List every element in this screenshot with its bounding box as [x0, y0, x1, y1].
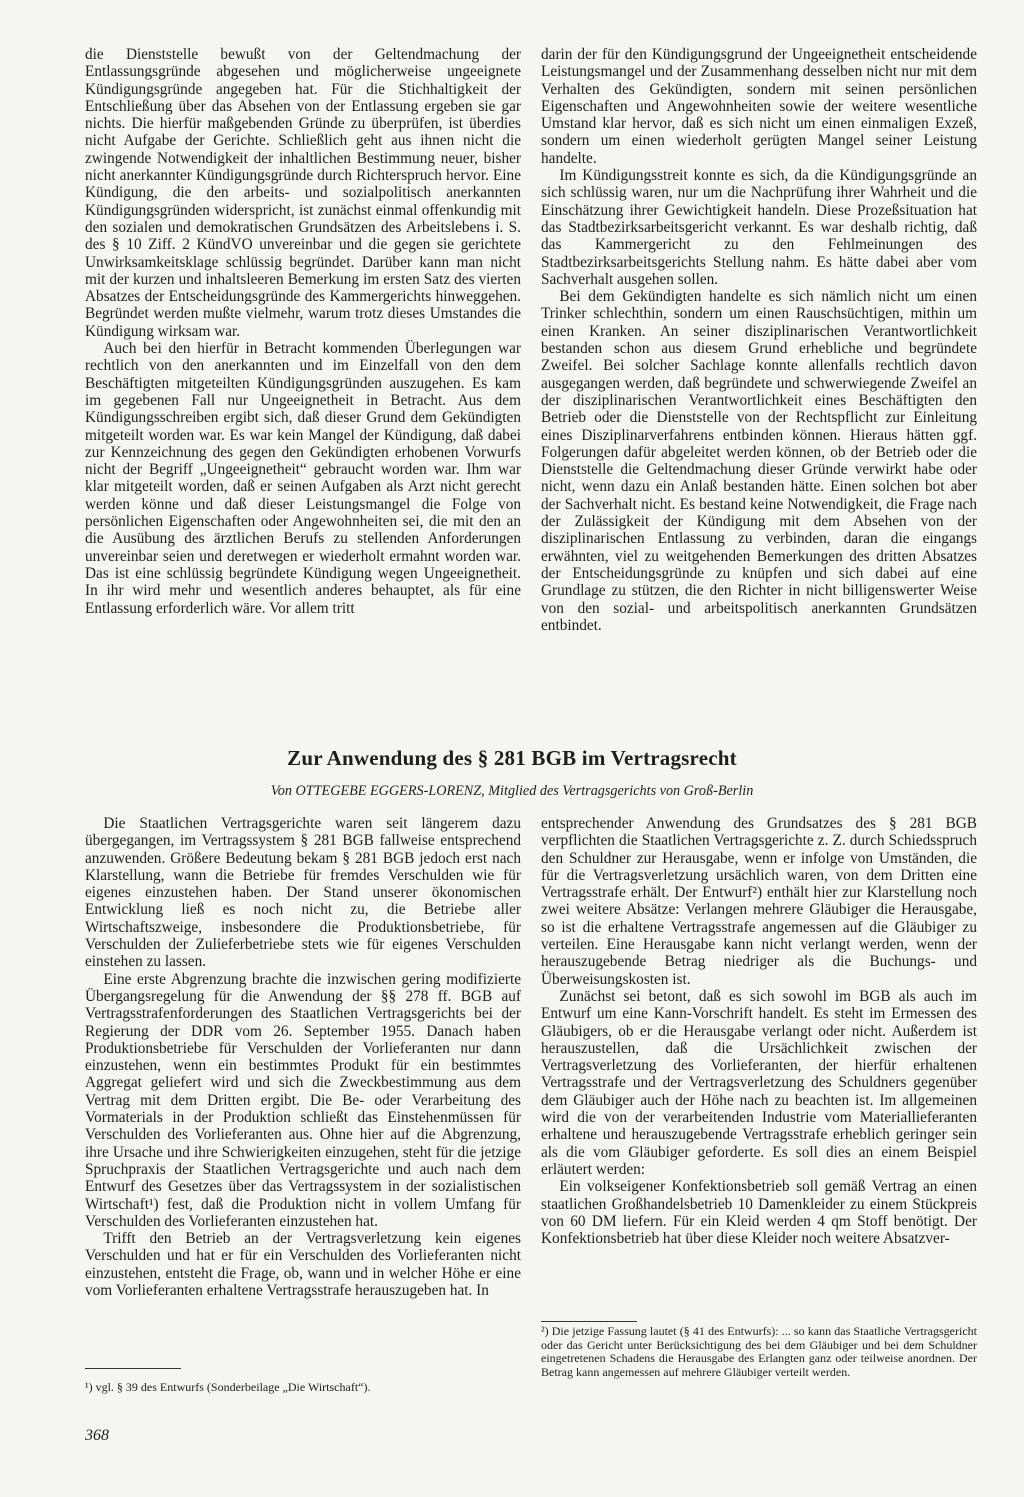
- paragraph: entsprechender Anwendung des Grundsatzes des § 281 BGB verpflichten die Staatlichen Vertragsgerichte z. Z. durch Schiedsspruch den Schuldner zur Herausgabe, wenn er infolge von Umständen, die für die Vertragsverletzung ursächlich waren, von dem Dritten eine Vertragsstrafe erhält. Der Entwurf²) enthält hier zur Klarstellung noch zwei weitere Absätze: Verlangen mehrere Gläubiger die Herausgabe, so ist die erhaltene Vertragsstrafe angemessen auf die Gläubiger zu verteilen. Eine Herausgabe kann nicht verlangt werden, wenn der herauszugebende Betrag niedriger als die Buchungs- und Überweisungskosten ist.: [541, 815, 977, 988]
- paragraph: Eine erste Abgrenzung brachte die inzwischen gering modifizierte Übergangsregelung für die Anwendung der §§ 278 ff. BGB auf Vertragsstrafenforderungen des Staatlichen Vertragsgerichts bei der Regierung der DDR vom 26. September 1955. Danach haben Produktionsbetriebe für Verschulden der Vorlieferanten nur dann einzustehen, wenn ein bestimmtes Produkt für ein bestimmtes Aggregat geliefert wird und sich die Zweckbestimmung aus dem Vertrag mit dem Dritten ergibt. Die Be- oder Verarbeitung des Vormaterials in der Produktion schließt das Einstehenmüssen für Verschulden des Vorlieferanten aus. Ohne hier auf die Abgrenzung, ihre Ursache und ihre Schwierigkeiten einzugehen, steht für die jetzige Spruchpraxis der Staatlichen Vertragsgerichte und auch nach dem Entwurf des Gesetzes über das Vertragssystem in der sozialistischen Wirtschaft¹) fest, daß die Produktion nicht in vollem Umfang für Verschulden des Vorlieferanten einzustehen hat.: [85, 970, 521, 1230]
- top-left-column: [85, 46, 521, 617]
- paragraph: die Dienststelle bewußt von der Geltendmachung der Entlassungsgründe abgesehen und möglicherweise ungeeignete Kündigungsgründe angegeben hat. Für die Stichhaltigkeit der Entschließung über das Absehen von der Entlassung ergeben sie gar nichts. Die hierfür maßgebenden Gründe zu überprüfen, ist überdies nicht Aufgabe der Gerichte. Schließlich geht aus ihnen nicht die zwingende Notwendigkeit der inhaltlichen Bestimmung neuer, bisher nicht anerkannter Kündigungsgründe durch Richterspruch hervor. Eine Kündigung, die den arbeits- und sozialpolitisch anerkannten Kündigungsgründen widerspricht, ist zunächst einmal offenkundig mit den sozialen und demokratischen Grundsätzen des Arbeitslebens i. S. des § 10 Ziff. 2 KündVO unvereinbar und die gegen sie gerichtete Unwirksamkeitsklage schlüssig begründet. Darüber kann man nicht mit der kurzen und inhaltsleeren Bemerkung im ersten Satz des vierten Absatzes der Entscheidungsgründe des Kammergerichts hinweggehen. Begründet werden mußte vielmehr, warum trotz dieses Umstandes die Kündigung wirksam war.: [85, 46, 521, 340]
- footnote-divider: [541, 1321, 637, 1322]
- paragraph: Bei dem Gekündigten handelte es sich nämlich nicht um einen Trinker schlechthin, sondern um einen Rauschsüchtigen, mithin um einen Kranken. An seiner disziplinarischen Verantwortlichkeit bestanden schon aus diesem Grund erhebliche und begründete Zweifel. Bei solcher Sachlage konnte allenfalls rechtlich davon ausgegangen werden, daß begründete und schwerwiegende Zweifel an der disziplinarischen Verantwortlichkeit eines Beschäftigten den Betrieb oder die Dienststelle von der Rechtspflicht zur Einleitung eines Disziplinarverfahrens entbinden können. Hieraus hätten ggf. Folgerungen dafür abgeleitet werden können, ob der Betrieb oder die Dienststelle die Geltendmachung dieser Gründe verwirkt habe oder nicht, wenn dazu ein Anlaß bestanden hätte. Einen solchen bot aber der Sachverhalt nicht. Es bestand keine Notwendigkeit, die Frage nach der Zulässigkeit der Kündigung mit dem Absehen von der disziplinarischen Entlassung zu verbinden, daran die eingangs erwähnten, viel zu weitgehenden Bemerkungen des dritten Absatzes der Entscheidungsgründe zu knüpfen und sich dabei auf eine Grundlage zu stützen, die den Richter in nicht billigenswerter Weise von den sozial- und arbeitspolitisch anerkannten Grundsätzen entbindet.: [541, 288, 977, 634]
- paragraph: Die Staatlichen Vertragsgerichte waren seit längerem dazu übergegangen, im Vertragssystem § 281 BGB fallweise entsprechend anzuwenden. Größere Bedeutung bekam § 281 BGB jedoch erst nach Klarstellung, wann die Betriebe für fremdes Verschulden wie für eigenes einzustehen haben. Der Stand unserer ökonomischen Entwicklung ließ es noch nicht zu, die Betriebe aller Wirtschaftszweige, insbesondere die Produktionsbetriebe, für Verschulden der Zulieferbetriebe stets wie für eigenes Verschulden einstehen zu lassen.: [85, 815, 521, 971]
- article-byline: Von OTTEGEBE EGGERS-LORENZ, Mitglied des Vertragsgerichts von Groß-Berlin: [270, 783, 754, 799]
- footnote-1: ¹) vgl. § 39 des Entwurfs (Sonderbeilage „Die Wirtschaft“).: [85, 1380, 371, 1394]
- paragraph: Auch bei den hierfür in Betracht kommenden Überlegungen war rechtlich von den anerkannten und im Einzelfall von den dem Beschäftigten mitgeteilten Kündigungsgründen auszugehen. Es kam im gegebenen Fall nur Ungeeignetheit in Betracht. Aus dem Kündigungsschreiben ergibt sich, daß dieser Grund dem Gekündigten mitgeteilt worden war. Es war kein Mangel der Kündigung, daß dabei zur Kennzeichnung des gegen den Gekündigten erhobenen Vorwurfs nicht der Begriff „Ungeeignetheit“ gebraucht worden war. Ihm war klar mitgeteilt worden, daß er seinen Aufgaben als Arzt nicht gerecht werden könne und daß dieser Leistungsmangel die Folge von persönlichen Eigenschaften oder Angewohnheiten sei, die mit den an die Ausübung des ärztlichen Berufs zu stellenden Anforderungen unvereinbar seien und deretwegen er wiederholt ermahnt worden war. Das ist eine schlüssig begründete Kündigung wegen Ungeeignetheit. In ihr wird mehr und wesentlich anderes behauptet, als für eine Entlassung erforderlich wäre. Vor allem tritt: [85, 340, 521, 617]
- bottom-left-column: [85, 815, 521, 1299]
- paragraph: Zunächst sei betont, daß es sich sowohl im BGB als auch im Entwurf um eine Kann-Vorschrift handelt. Es steht im Ermessen des Gläubigers, ob er die Herausgabe verlangt oder nicht. Außerdem ist herauszustellen, daß die Ursächlichkeit zwischen der Vertragsverletzung des Vorlieferanten, der hierfür erhaltenen Vertragsstrafe und der Vertragsverletzung des Schuldners gegenüber dem Gläubiger auch der Höhe nach zu beachten ist. Im allgemeinen wird die von der verarbeitenden Industrie vom Materiallieferanten erhaltene und herauszugebende Vertragsstrafe erheblich geringer sein als die vom Gläubiger geforderte. Es soll dies an einem Beispiel erläutert werden:: [541, 987, 977, 1178]
- page-number: 368: [85, 1427, 109, 1444]
- top-right-column: [541, 46, 977, 634]
- footnote-2: ²) Die jetzige Fassung lautet (§ 41 des Entwurfs): ... so kann das Staatliche Vertragsgericht oder das Gericht unter Berücksichtigung des bei dem Gläubiger und bei dem Schuldner eingetretenen Schadens die Herausgabe des Erlangten ganz oder teilweise anordnen. Der Betrag kann angemessen auf mehrere Gläubiger verteilt werden.: [541, 1324, 977, 1379]
- article-title: Zur Anwendung des § 281 BGB im Vertragsrecht: [287, 746, 737, 770]
- paragraph: darin der für den Kündigungsgrund der Ungeeignetheit entscheidende Leistungsmangel und der Zusammenhang desselben nicht nur mit dem Verhalten des Gekündigten, sondern mit seinen persönlichen Eigenschaften und Angewohnheiten sowie der weitere wesentliche Umstand klar hervor, daß es sich nicht um einen einmaligen Exzeß, sondern um einen wiederholt gerügten Mangel seiner Leistung handelte.: [541, 46, 977, 167]
- paragraph: Trifft den Betrieb an der Vertragsverletzung kein eigenes Verschulden und hat er für ein Verschulden des Vorlieferanten nicht einzustehen, entsteht die Frage, ob, wann und in welcher Höhe er eine vom Vorlieferanten erhaltene Vertragsstrafe herauszugeben hat. In: [85, 1230, 521, 1300]
- paragraph: Im Kündigungsstreit konnte es sich, da die Kündigungsgründe an sich schlüssig waren, nur um die Nachprüfung ihrer Wahrheit und die Einschätzung ihrer Gewichtigkeit handeln. Diese Prozeßsituation hat das Stadtbezirksarbeitsgericht verkannt. Es war deshalb richtig, daß das Kammergericht zu den Fehlmeinungen des Stadtbezirksarbeitsgerichts Stellung nahm. Es hätte dabei aber vom Sachverhalt ausgehen sollen.: [541, 167, 977, 288]
- footnote-divider: [85, 1368, 181, 1369]
- paragraph: Ein volkseigener Konfektionsbetrieb soll gemäß Vertrag an einen staatlichen Großhandelsbetrieb 10 Damenkleider zu einem Stückpreis von 60 DM liefern. Für ein Kleid werden 4 qm Stoff benötigt. Der Konfektionsbetrieb hat über diese Kleider noch weitere Absatzver-: [541, 1178, 977, 1248]
- bottom-right-column: [541, 815, 977, 1247]
